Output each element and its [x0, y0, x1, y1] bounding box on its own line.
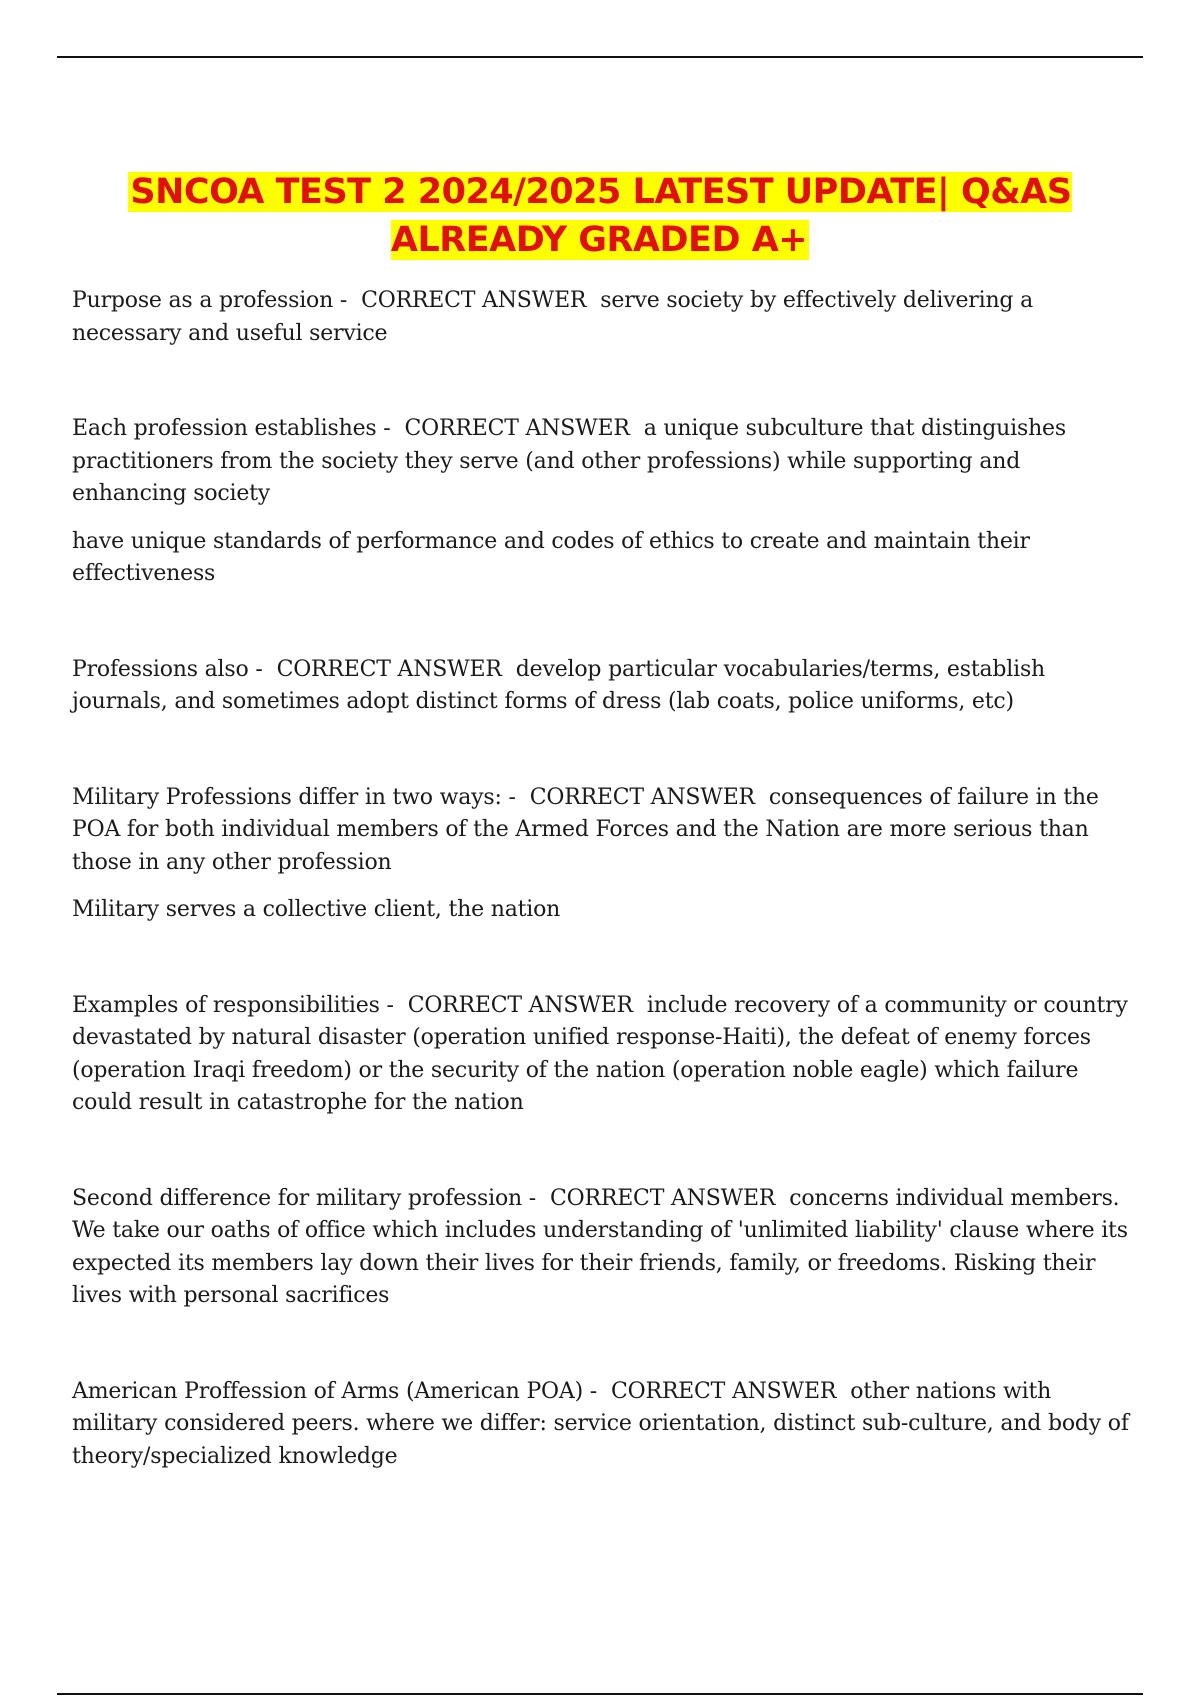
- document-title: [60, 168, 1140, 264]
- qa-question: American Proffession of Arms (American POA) -: [72, 1378, 597, 1404]
- qa-main-line: [72, 285, 1138, 350]
- top-rule: [57, 56, 1143, 58]
- qa-item: [72, 413, 1138, 591]
- qa-question: Each profession establishes -: [72, 416, 391, 441]
- qa-main-line: [72, 1183, 1138, 1313]
- qa-item: [72, 285, 1138, 350]
- correct-answer-label: CORRECT ANSWER: [610, 1378, 837, 1404]
- qa-item: [72, 1376, 1138, 1474]
- qa-question: Purpose as a profession -: [72, 288, 348, 313]
- qa-item: [72, 782, 1138, 927]
- qa-question: Second difference for military profession -: [72, 1185, 536, 1211]
- qa-main-line: [72, 413, 1138, 511]
- qa-extra-line: have unique standards of performance and codes of ethics to create and maintain their effectiveness: [72, 528, 1030, 586]
- qa-question: Examples of responsibilities -: [72, 992, 394, 1018]
- qa-item: [72, 1183, 1138, 1313]
- qa-item: [72, 654, 1138, 719]
- qa-list: [72, 285, 1138, 1473]
- qa-question: Military Professions differ in two ways: -: [72, 784, 516, 810]
- correct-answer-label: CORRECT ANSWER: [276, 656, 502, 682]
- qa-answer: develop particular vocabularies/terms, establish journals, and sometimes adopt distinct forms of dress (lab coats, police uniforms, etc): [72, 656, 1046, 714]
- correct-answer-label: CORRECT ANSWER: [550, 1185, 776, 1211]
- correct-answer-label: CORRECT ANSWER: [404, 416, 630, 441]
- qa-item: [72, 990, 1138, 1120]
- qa-answer: other nations with military considered peers. where we differ: service orientation, distinct sub-culture, and body of theory/specialized knowledge: [72, 1378, 1129, 1469]
- qa-main-line: [72, 990, 1138, 1120]
- correct-answer-label: CORRECT ANSWER: [407, 992, 633, 1018]
- qa-extra-line: Military serves a collective client, the nation: [72, 897, 561, 922]
- qa-main-line: [72, 1376, 1138, 1474]
- correct-answer-label: CORRECT ANSWER: [361, 288, 587, 313]
- qa-answer: concerns individual members. We take our oaths of office which includes understanding of 'unlimited liability' clause where its expected its members lay down their lives for their friends, family, or freedoms. Risking their lives with personal sacrifices: [72, 1185, 1128, 1308]
- qa-main-line: [72, 654, 1138, 719]
- qa-question: Professions also -: [72, 656, 263, 682]
- qa-answer: include recovery of a community or country devastated by natural disaster (operation unified response-Haiti), the defeat of enemy forces (operation Iraqi freedom) or the security of the nation (operation noble eagle) which failure could result in catastrophe for the nation: [72, 992, 1128, 1115]
- qa-main-line: [72, 782, 1138, 880]
- document-title-text: SNCOA TEST 2 2024/2025 LATEST UPDATE| Q&AS ALREADY GRADED A+: [130, 172, 1072, 261]
- correct-answer-label: CORRECT ANSWER: [529, 784, 755, 810]
- qa-answer: a unique subculture that distinguishes practitioners from the society they serve (and other professions) while supporting and enhancing society: [72, 416, 1066, 506]
- qa-answer: consequences of failure in the POA for both individual members of the Armed Forces and the Nation are more serious than those in any other profession: [72, 784, 1099, 875]
- qa-answer: serve society by effectively delivering a necessary and useful service: [72, 288, 1034, 346]
- bottom-rule: [57, 1693, 1143, 1695]
